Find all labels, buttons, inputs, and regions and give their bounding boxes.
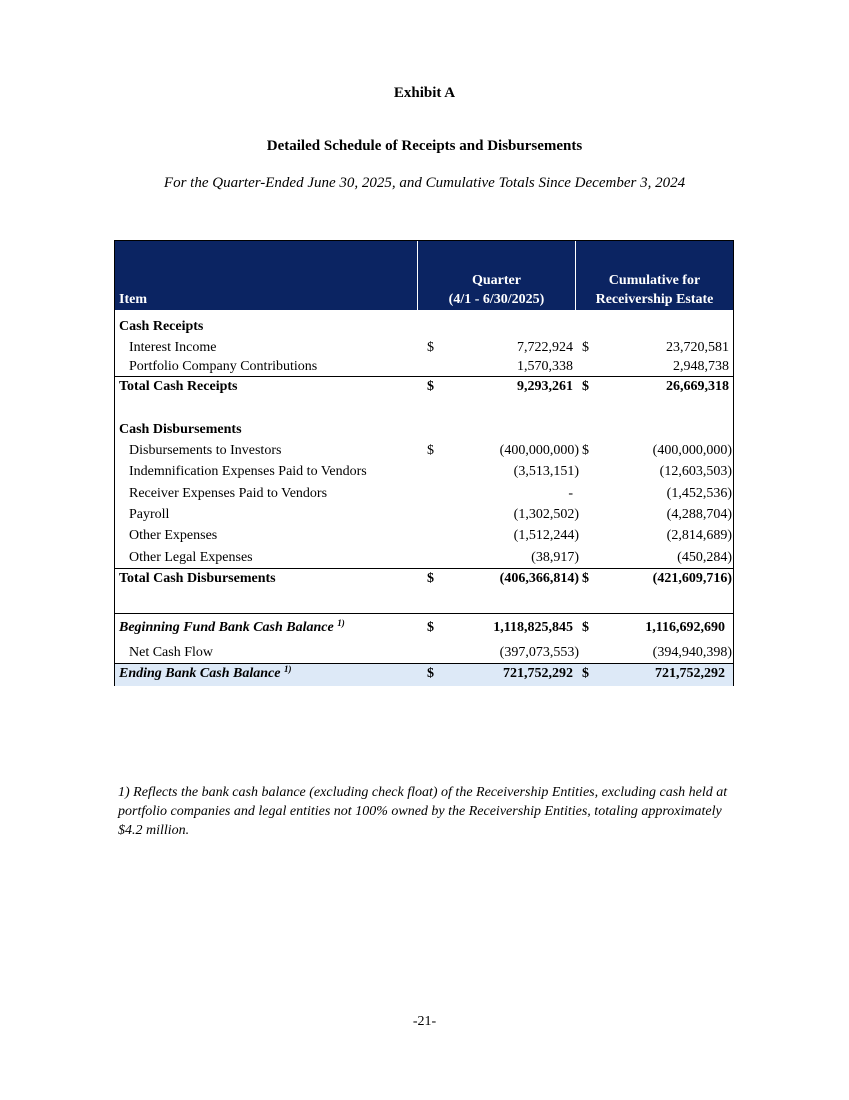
quarter-value: 1,570,338 [517, 359, 573, 374]
footnote-marker: 1) [283, 664, 292, 674]
row-label: Indemnification Expenses Paid to Vendors [129, 464, 367, 479]
cumulative-value: (400,000,000) [652, 443, 732, 458]
cumulative-value: 2,948,738 [673, 359, 729, 374]
column-header-cumulative-estate: Receivership Estate [595, 292, 714, 307]
dollar-sign: $ [582, 379, 589, 394]
cumulative-value: 23,720,581 [666, 340, 729, 355]
table-row [115, 441, 733, 462]
column-header-quarter: Quarter [472, 273, 521, 288]
section-label: Cash Receipts [119, 319, 204, 334]
table-row [115, 548, 733, 569]
cumulative-value: 721,752,292 [655, 666, 725, 681]
cumulative-value: (1,452,536) [666, 486, 732, 501]
dollar-sign: $ [582, 571, 589, 586]
table-row [115, 526, 733, 547]
row-label: Disbursements to Investors [129, 443, 282, 458]
quarter-value: (400,000,000) [499, 443, 579, 458]
cumulative-value: 26,669,318 [666, 379, 729, 394]
net-cash-flow-row [115, 643, 733, 664]
column-header-quarter-period: (4/1 - 6/30/2025) [448, 292, 545, 307]
section-heading-disbursements [115, 420, 733, 441]
quarter-value: 7,722,924 [517, 340, 573, 355]
dollar-sign: $ [427, 340, 434, 355]
row-label: Receiver Expenses Paid to Vendors [129, 486, 328, 501]
quarter-value: 1,118,825,845 [493, 620, 573, 635]
ending-balance-row [115, 664, 733, 686]
table-row [115, 338, 733, 359]
footnote: 1) Reflects the bank cash balance (excluding check float) of the Receivership Entities, excluding cash held at portfolio companies and legal entities not 100% owned by the Receivership Entities, totaling approximately $4.2 million. [118, 785, 728, 838]
column-header-cumulative: Cumulative for [608, 273, 701, 288]
quarter-value: 9,293,261 [517, 379, 573, 394]
table-header [115, 241, 733, 310]
row-label: Total Cash Disbursements [119, 571, 276, 586]
dollar-sign: $ [582, 620, 589, 635]
dollar-sign: $ [582, 443, 589, 458]
schedule-table [114, 240, 734, 686]
dollar-sign: $ [427, 379, 434, 394]
quarter-value: 721,752,292 [503, 666, 573, 681]
table-row [115, 357, 733, 378]
quarter-value: (3,513,151) [513, 464, 579, 479]
quarter-value: - [568, 486, 573, 501]
dollar-sign: $ [582, 340, 589, 355]
cumulative-value: 1,116,692,690 [645, 620, 725, 635]
row-label: Payroll [129, 507, 170, 522]
table-row [115, 462, 733, 483]
quarter-value: (1,512,244) [513, 528, 579, 543]
dollar-sign: $ [427, 443, 434, 458]
cumulative-value: (421,609,716) [652, 571, 732, 586]
cumulative-value: (450,284) [677, 550, 732, 565]
table-row [115, 484, 733, 505]
total-row-disbursements [115, 569, 733, 590]
row-label: Ending Bank Cash Balance $^{1)}$ [119, 664, 292, 681]
divider [115, 613, 733, 614]
quarter-value: (406,366,814) [499, 571, 579, 586]
dollar-sign: $ [427, 571, 434, 586]
beginning-balance-row [115, 618, 733, 639]
footnote-marker: 1) [337, 618, 345, 628]
cumulative-value: (12,603,503) [659, 464, 732, 479]
dollar-sign: $ [582, 666, 589, 681]
quarter-value: (38,917) [531, 550, 579, 565]
row-label: Beginning Fund Bank Cash Balance $^{1)}$ [119, 618, 345, 635]
column-header-item: Item [119, 292, 147, 307]
cumulative-value: (2,814,689) [666, 528, 732, 543]
page-number: -21- [412, 1014, 437, 1029]
row-label: Other Expenses [129, 528, 218, 543]
row-label: Total Cash Receipts [119, 379, 238, 394]
section-label: Cash Disbursements [119, 422, 242, 437]
quarter-value: (397,073,553) [499, 645, 579, 660]
row-label: Portfolio Company Contributions [129, 359, 318, 374]
row-label: Interest Income [129, 340, 217, 355]
dollar-sign: $ [427, 620, 434, 635]
table-row [115, 505, 733, 526]
row-label: Net Cash Flow [129, 645, 213, 660]
document-title: Detailed Schedule of Receipts and Disbursements [266, 138, 583, 154]
exhibit-heading: Exhibit A [393, 85, 456, 101]
document-subtitle: For the Quarter-Ended June 30, 2025, and Cumulative Totals Since December 3, 2024 [163, 175, 686, 191]
section-heading-receipts [115, 317, 733, 338]
row-label: Other Legal Expenses [129, 550, 253, 565]
total-row-receipts [115, 377, 733, 398]
dollar-sign: $ [427, 666, 434, 681]
cumulative-value: (394,940,398) [652, 645, 732, 660]
quarter-value: (1,302,502) [513, 507, 579, 522]
cumulative-value: (4,288,704) [666, 507, 732, 522]
